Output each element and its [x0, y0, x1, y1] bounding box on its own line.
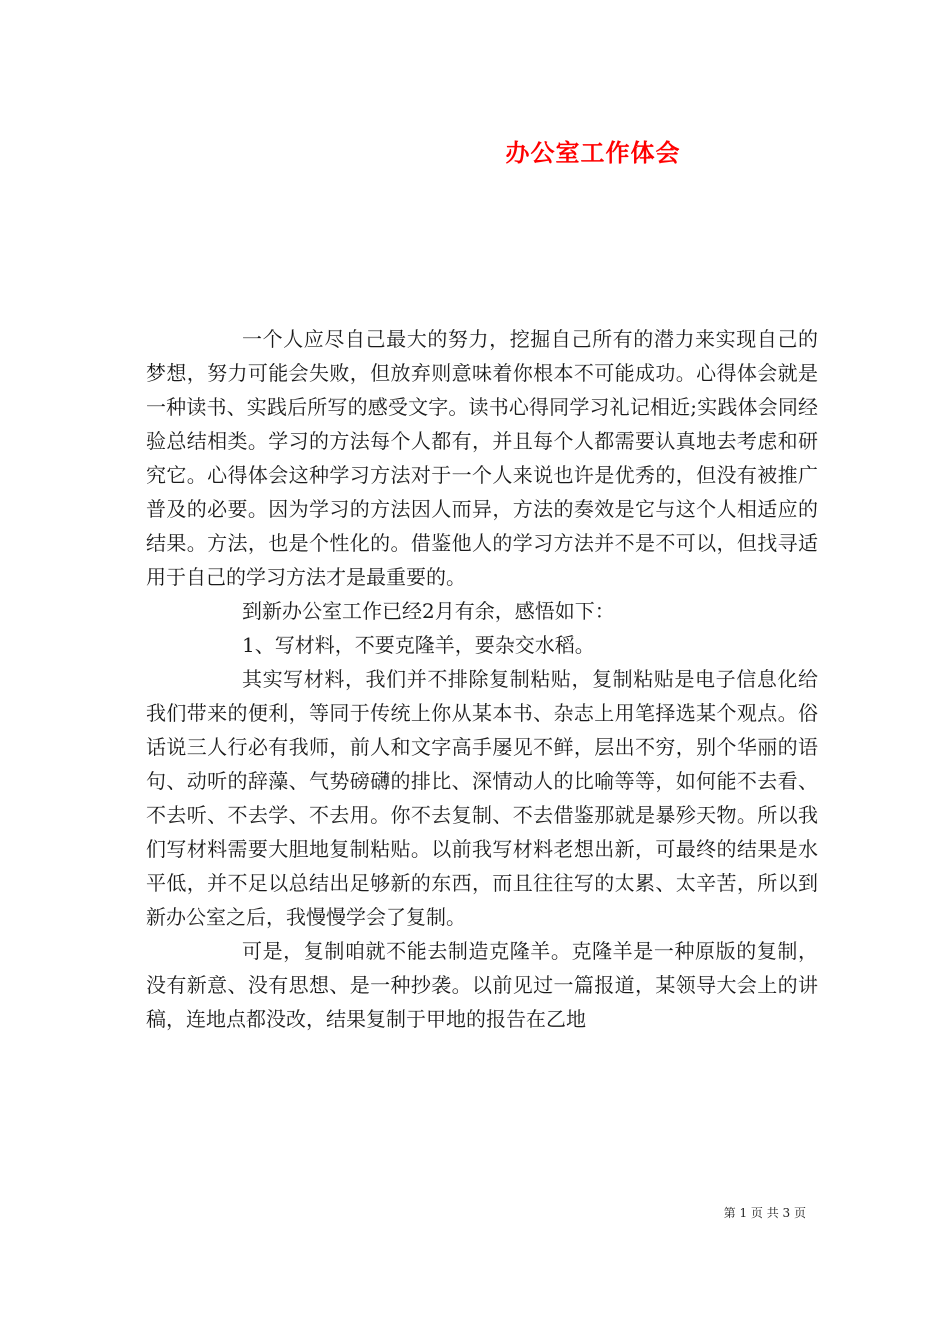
paragraph-2: 到新办公室工作已经2月有余，感悟如下： [242, 599, 615, 623]
paragraph-4: 其实写材料，我们并不排除复制粘贴，复制粘贴是电子信息化给我们带来的便利，等同于传统上你从某本书、杂志上用笔择选某个观点。俗话说三人行必有我师，前人和文字高手屡见不鲜，层出不穷，别个华丽的语句、动听的辞藻、气势磅礴的排比、深情动人的比喻等等，如何能不去看、不去听、不去学、不去用。你不去复制、不去借鉴那就是暴殄天物。所以我们写材料需要大胆地复制粘贴。以前我写材料老想出新，可最终的结果是水平低，并不足以总结出足够新的东西，而且往往写的太累、太辛苦，所以到新办公室之后，我慢慢学会了复制。 [146, 667, 818, 929]
paragraph-3: 1、写材料，不要克隆羊，要杂交水稻。 [242, 633, 595, 657]
document-body [146, 322, 818, 1036]
paragraph-1: 一个人应尽自己最大的努力，挖掘自己所有的潜力来实现自己的梦想，努力可能会失败，但放弃则意味着你根本不可能成功。心得体会就是一种读书、实践后所写的感受文字。读书心得同学习礼记相近;实践体会同经验总结相类。学习的方法每个人都有，并且每个人都需要认真地去考虑和研究它。心得体会这种学习方法对于一个人来说也许是优秀的，但没有被推广普及的必要。因为学习的方法因人而异，方法的奏效是它与这个人相适应的结果。方法，也是个性化的。借鉴他人的学习方法并不是不可以，但找寻适用于自己的学习方法才是最重要的。 [146, 327, 818, 589]
page-footer: 第 1 页 共 3 页 [723, 1206, 806, 1220]
document-title: 办公室工作体会 [505, 138, 681, 167]
paragraph-5: 可是，复制咱就不能去制造克隆羊。克隆羊是一种原版的复制，没有新意、没有思想、是一种抄袭。以前见过一篇报道，某领导大会上的讲稿，连地点都没改，结果复制于甲地的报告在乙地 [146, 939, 818, 1031]
